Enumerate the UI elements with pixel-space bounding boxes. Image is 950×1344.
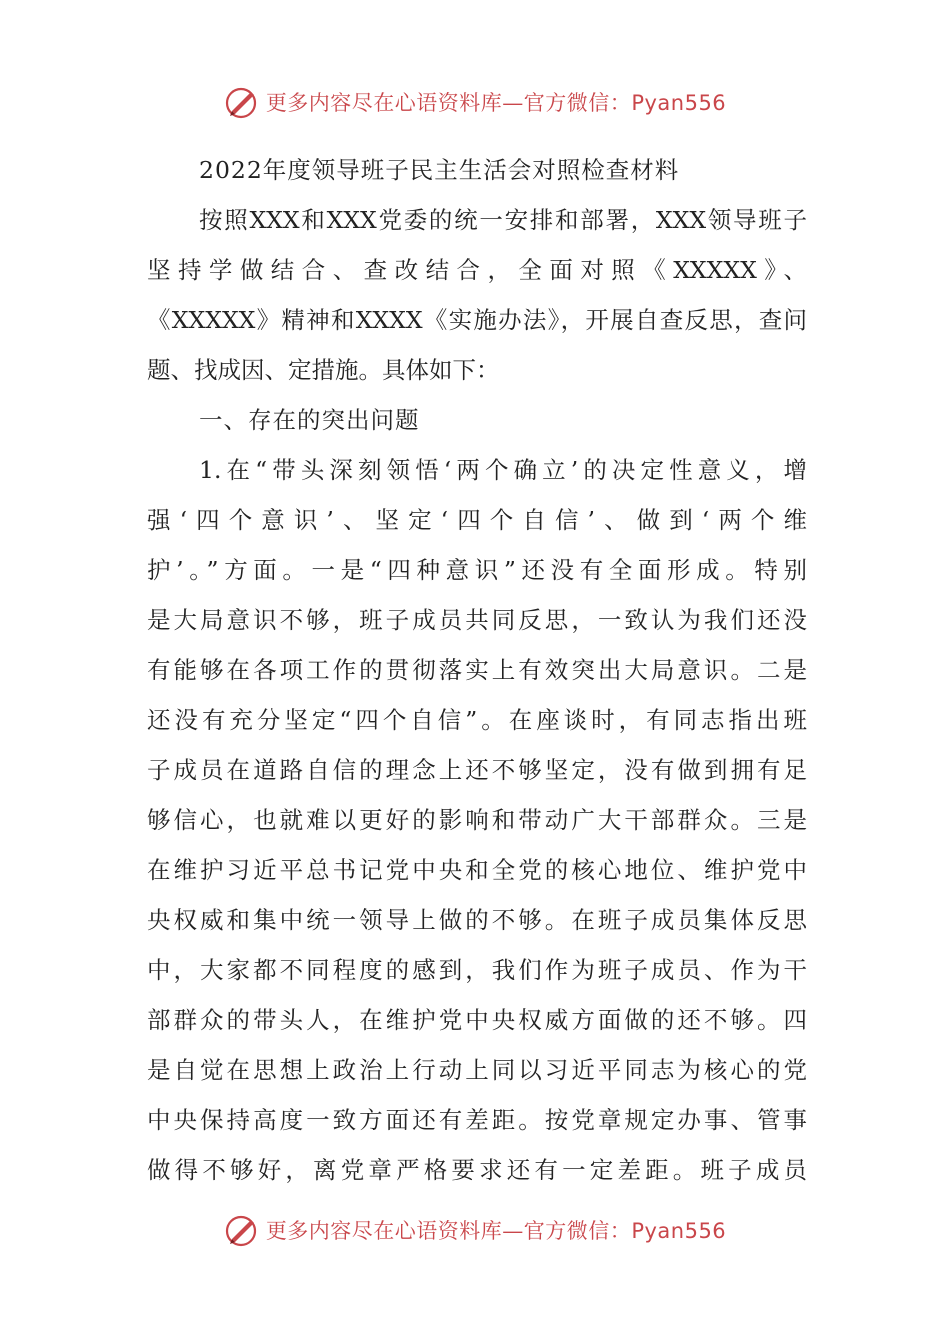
banner-text: 更多内容尽在心语资料库—官方微信：Pyan556 [265,91,727,115]
pen-logo-icon [224,1212,260,1248]
paragraph-line: 中，大家都不同程度的感到，我们作为班子成员、作为干 [147,956,807,984]
banner-text: 更多内容尽在心语资料库—官方微信：Pyan556 [265,1219,727,1243]
header-watermark-banner [0,80,950,124]
paragraph-line: 够信心，也就难以更好的影响和带动广大干部群众。三是 [147,806,807,834]
document-title: 2022年度领导班子民主生活会对照检查材料 [199,156,680,184]
paragraph-line: 子成员在道路自信的理念上还不够坚定，没有做到拥有足 [147,756,807,784]
paragraph-line: 部群众的带头人，在维护党中央权威方面做的还不够。四 [147,1006,807,1034]
paragraph-line: 有能够在各项工作的贯彻落实上有效突出大局意识。二是 [147,656,807,684]
paragraph-line: 是大局意识不够，班子成员共同反思，一致认为我们还没 [147,606,807,634]
paragraph-line: 还没有充分坚定“四个自信”。在座谈时，有同志指出班 [147,706,807,734]
footer-watermark-banner [0,1208,950,1252]
paragraph-line: 中央保持高度一致方面还有差距。按党章规定办事、管事 [147,1106,807,1134]
paragraph-line: 护’。”方面。一是“四种意识”还没有全面形成。特别 [147,556,807,584]
paragraph-line: 按照XXX和XXX党委的统一安排和部署，XXX领导班子 [199,206,807,234]
paragraph-line: 做得不够好，离党章严格要求还有一定差距。班子成员 [147,1156,807,1184]
paragraph-line: 在维护习近平总书记党中央和全党的核心地位、维护党中 [147,856,807,884]
paragraph-line: 1.在“带头深刻领悟‘两个确立’的决定性意义，增 [199,456,807,484]
document-body [147,145,807,1195]
paragraph-line: 央权威和集中统一领导上做的不够。在班子成员集体反思 [147,906,807,934]
paragraph-line: 坚持学做结合、查改结合，全面对照《XXXXX》、 [147,256,807,284]
section-heading: 一、存在的突出问题 [199,406,420,434]
paragraph-line: 《XXXXX》精神和XXXX《实施办法》，开展自查反思，查问 [147,306,807,334]
paragraph-line: 是自觉在思想上政治上行动上同以习近平同志为核心的党 [147,1056,807,1084]
pen-logo-icon [224,84,260,120]
paragraph-line: 题、找成因、定措施。具体如下： [147,356,500,384]
paragraph-line: 强‘四个意识’、坚定‘四个自信’、做到‘两个维 [147,506,807,534]
